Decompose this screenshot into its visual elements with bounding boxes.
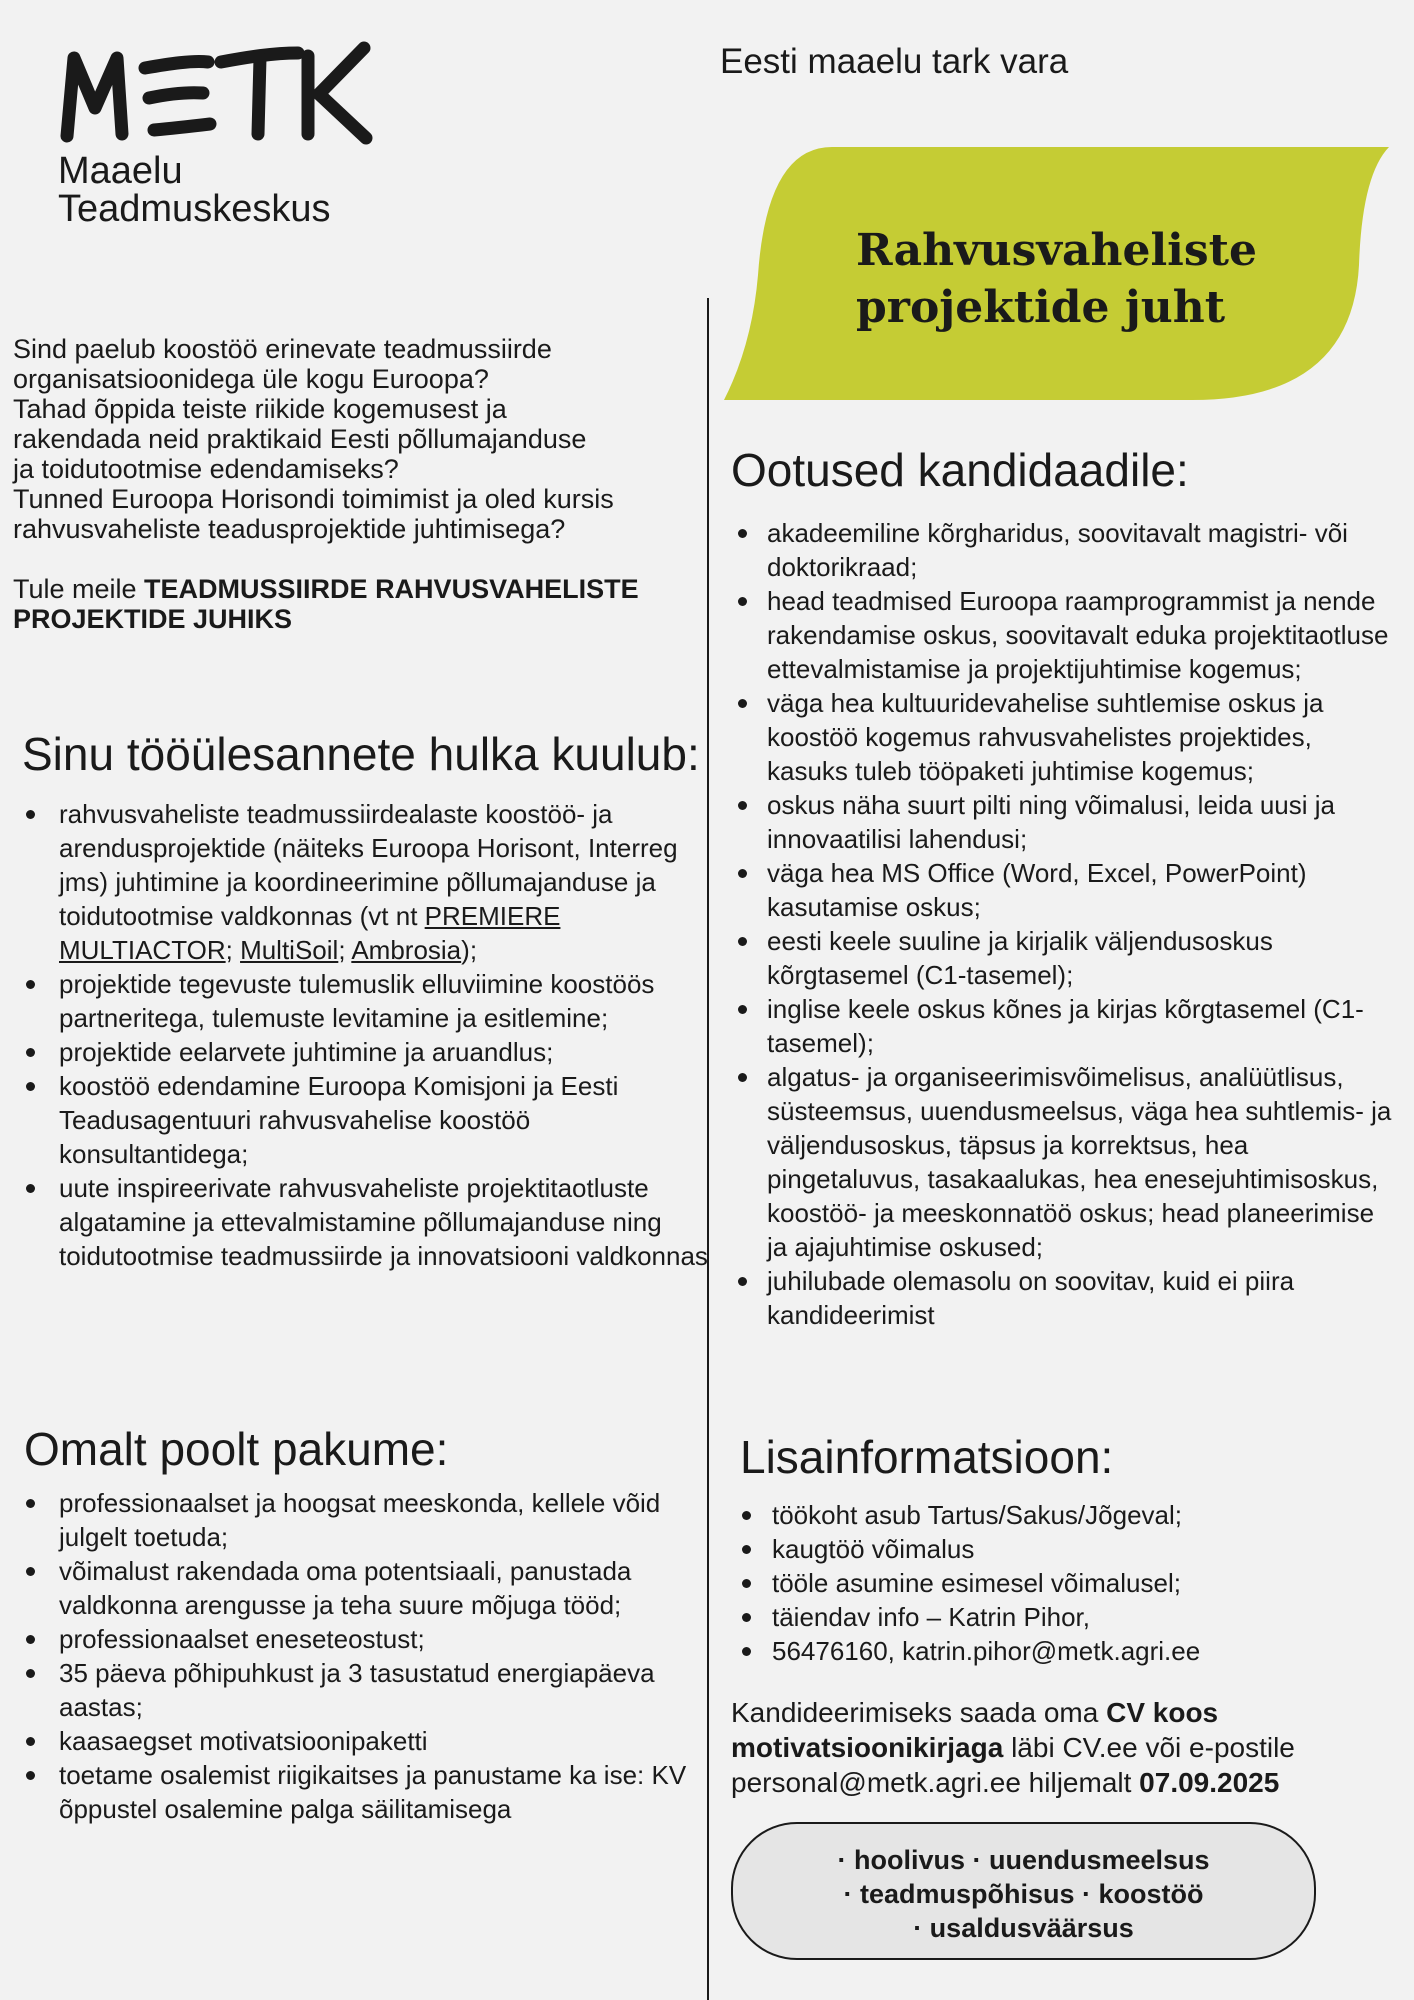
offers-list xyxy=(14,1486,704,1826)
intro-cta-line2: PROJEKTIDE JUHIKS xyxy=(13,604,293,634)
expectations-list xyxy=(732,516,1398,1332)
list-item: toetame osalemist riigikaitses ja panustame ka ise: KV õppustel osalemine palga säilitamisega xyxy=(14,1758,704,1826)
values-line: · teadmuspõhisus · koostöö xyxy=(843,1879,1204,1909)
intro-cta: Tule meile TEADMUSSIIRDE RAHVUSVAHELISTE xyxy=(13,574,639,604)
apply-deadline: 07.09.2025 xyxy=(1139,1767,1280,1798)
list-item: võimalust rakendada oma potentsiaali, panustada valdkonna arengusse ja teha suure mõjuga tööd; xyxy=(14,1554,704,1622)
intro-cta-bold: TEADMUSSIIRDE RAHVUSVAHELISTE xyxy=(144,574,639,604)
values-line: · hoolivus · uuendusmeelsus xyxy=(837,1845,1210,1875)
list-item: inglise keele oskus kõnes ja kirjas kõrgtasemel (C1-tasemel); xyxy=(732,992,1398,1060)
job-title xyxy=(856,222,1257,336)
list-item: koostöö edendamine Euroopa Komisjoni ja Eesti Teadusagentuuri rahvusvahelise koostöö konsultantidega; xyxy=(14,1069,714,1171)
list-item: eesti keele suuline ja kirjalik väljendusoskus kõrgtasemel (C1-tasemel); xyxy=(732,924,1398,992)
org-name xyxy=(58,152,330,228)
list-item: kaugtöö võimalus xyxy=(734,1532,1384,1566)
offers-heading: Omalt poolt pakume: xyxy=(24,1423,449,1475)
intro-line: ja toidutootmise edendamiseks? xyxy=(13,454,399,484)
tagline: Eesti maaelu tark vara xyxy=(720,42,1069,81)
metk-logo xyxy=(58,38,378,146)
list-item: töökoht asub Tartus/Sakus/Jõgeval; xyxy=(734,1498,1384,1532)
list-item: 35 päeva põhipuhkust ja 3 tasustatud energiapäeva aastas; xyxy=(14,1656,704,1724)
list-item: projektide tegevuste tulemuslik elluviimine koostöös partneritega, tulemuste levitamine ja esitlemine; xyxy=(14,967,714,1035)
intro-line: Tahad õppida teiste riikide kogemusest ja xyxy=(13,394,507,424)
list-item: 56476160, katrin.pihor@metk.agri.ee xyxy=(734,1634,1384,1668)
intro-line: rahvusvaheliste teadusprojektide juhtimisega? xyxy=(13,514,566,544)
org-name-line2: Teadmuskeskus xyxy=(58,188,331,230)
list-item: väga hea kultuuridevahelise suhtlemise oskus ja koostöö kogemus rahvusvahelistes projektides, kasuks tuleb tööpaketi juhtimise kogemus; xyxy=(732,686,1398,788)
list-item: professionaalset ja hoogsat meeskonda, kellele võid julgelt toetuda; xyxy=(14,1486,704,1554)
expectations-heading: Ootused kandidaadile: xyxy=(731,444,1189,496)
list-item: oskus näha suurt pilti ning võimalusi, leida uusi ja innovaatilisi lahendusi; xyxy=(732,788,1398,856)
info-list xyxy=(734,1498,1384,1668)
premiere-multiactor-link[interactable]: PREMIERE MULTIACTOR xyxy=(59,901,561,965)
list-item: algatus- ja organiseerimisvõimelisus, analüütlisus, süsteemsus, uuendusmeelsus, väga hea suhtlemis- ja väljendusoskus, täpsus ja korrektsus, hea pingetaluvus, tasakaalukas, hea enesejuhtimisoskus, koostöö- ja meeskonnatöö oskus; head planeerimise ja ajajuhtimise oskused; xyxy=(732,1060,1398,1264)
list-item: kaasaegset motivatsioonipaketti xyxy=(14,1724,704,1758)
multisoil-link[interactable]: MultiSoil xyxy=(240,935,339,965)
list-item: juhilubade olemasolu on soovitav, kuid ei piira kandideerimist xyxy=(732,1264,1398,1332)
tasks-list xyxy=(14,797,714,1273)
list-item: uute inspireerivate rahvusvaheliste projektitaotluste algatamine ja ettevalmistamine põllumajanduse ning toidutootmise teadmussiirde ja innovatsiooni valdkonnas xyxy=(14,1171,714,1273)
job-title-line2: projektide juht xyxy=(856,282,1226,333)
list-item: head teadmised Euroopa raamprogrammist ja nende rakendamise oskus, soovitavalt eduka projektitaotluse ettevalmistamise ja projektijuhtimise kogemus; xyxy=(732,584,1398,686)
values-line: · usaldusväärsus xyxy=(913,1913,1134,1943)
apply-text: Kandideerimiseks saada oma CV koos motivatsioonikirjaga läbi CV.ee või e-postile personal@metk.agri.ee hiljemalt 07.09.2025 xyxy=(731,1697,1295,1798)
list-item: väga hea MS Office (Word, Excel, PowerPoint) kasutamise oskus; xyxy=(732,856,1398,924)
intro-line: Sind paelub koostöö erinevate teadmussiirde xyxy=(13,334,552,364)
list-item: rahvusvaheliste teadmussiirdealaste koostöö- ja arendusprojektide (näiteks Euroopa Horisont, Interreg jms) juhtimine ja koordineerimine põllumajanduse ja toidutootmise valdkonnas (vt nt PREMIERE MULTIACTOR; MultiSoil; Ambrosia); xyxy=(14,797,714,967)
intro-line: rakendada neid praktikaid Eesti põllumajanduse xyxy=(13,424,587,454)
list-item: projektide eelarvete juhtimine ja aruandlus; xyxy=(14,1035,714,1069)
list-item: tööle asumine esimesel võimalusel; xyxy=(734,1566,1384,1600)
list-item: professionaalset eneseteostust; xyxy=(14,1622,704,1656)
list-item: akadeemiline kõrgharidus, soovitavalt magistri- või doktorikraad; xyxy=(732,516,1398,584)
tasks-heading: Sinu tööülesannete hulka kuulub: xyxy=(22,728,700,780)
info-heading: Lisainformatsioon: xyxy=(740,1431,1114,1483)
job-title-line1: Rahvusvaheliste xyxy=(856,225,1257,276)
list-item: täiendav info – Katrin Pihor, xyxy=(734,1600,1384,1634)
ambrosia-link[interactable]: Ambrosia xyxy=(351,935,462,965)
intro-line: organisatsioonidega üle kogu Euroopa? xyxy=(13,364,489,394)
intro-line: Tunned Euroopa Horisondi toimimist ja oled kursis xyxy=(13,484,614,514)
apply-email[interactable]: personal@metk.agri.ee xyxy=(731,1767,1021,1798)
org-name-line1: Maaelu xyxy=(58,150,183,192)
intro-text xyxy=(13,334,713,634)
values-box xyxy=(731,1822,1316,1960)
